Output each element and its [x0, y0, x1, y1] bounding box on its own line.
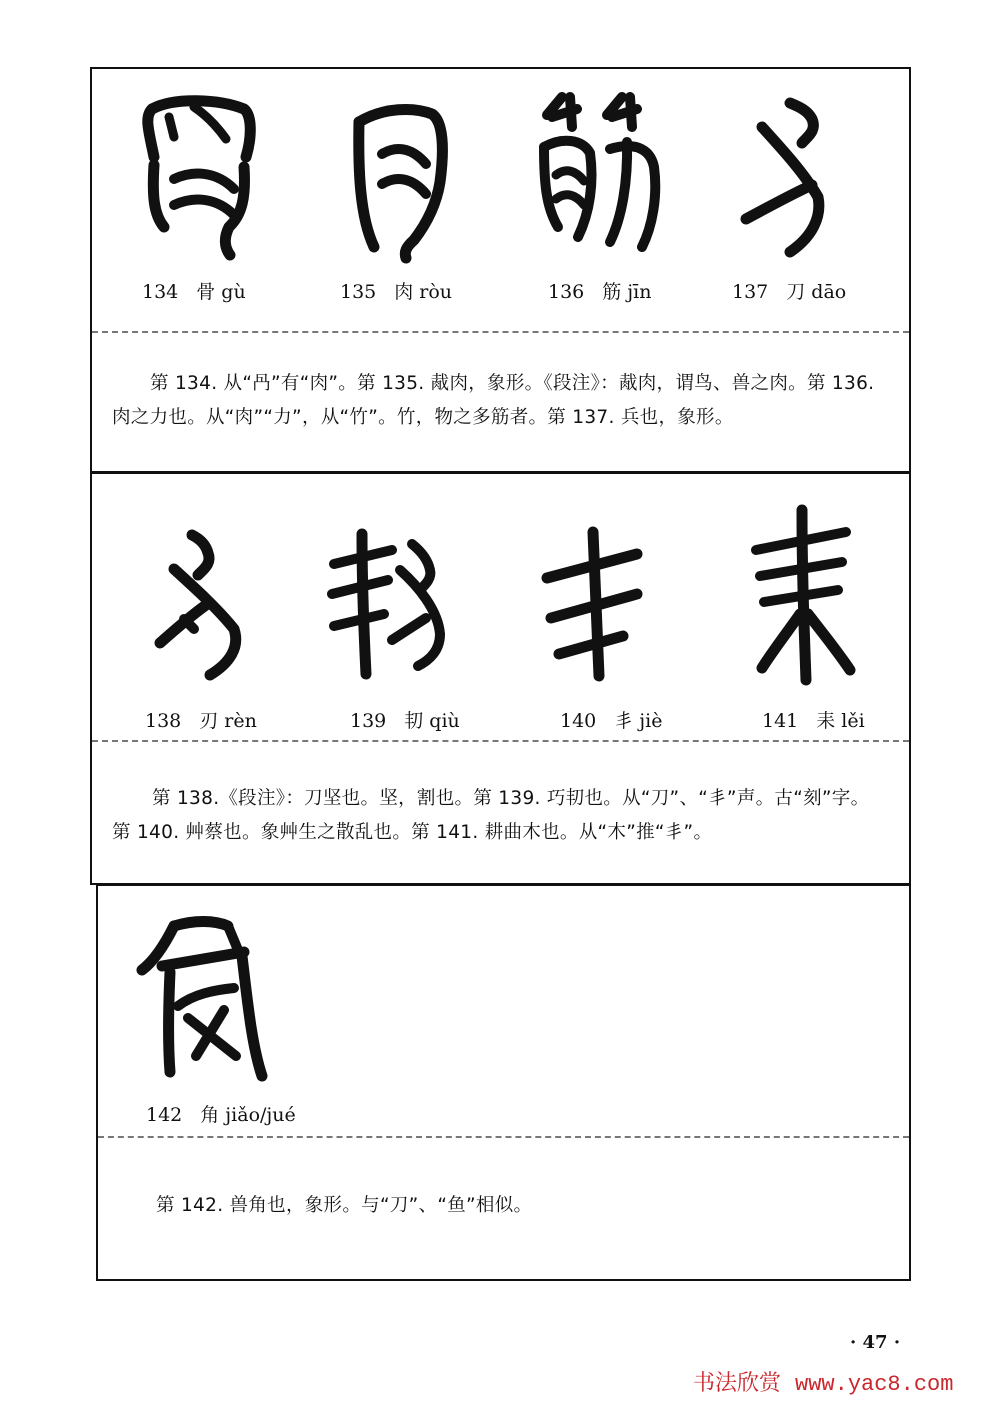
entry-number: 141: [762, 710, 799, 732]
entry-pinyin: qiù: [429, 710, 460, 732]
entry-pinyin: ròu: [419, 281, 453, 303]
dashed-divider: [98, 1136, 909, 1138]
annotation-text: [112, 782, 891, 850]
annotation-line: 第 134. 从“冎”有“肉”。第 135. 胾肉，象形。《段注》：胾肉，谓鸟、兽之肉。第 136.: [150, 373, 875, 394]
panel-138-141: [90, 472, 911, 885]
page-number: · 47 ·: [850, 1332, 901, 1353]
watermark-text: 书法欣赏: [693, 1371, 782, 1396]
entry-number: 134: [142, 281, 179, 303]
entry-number: 142: [146, 1104, 183, 1126]
entry-hanzi: 筋: [602, 281, 622, 303]
caption-137: [732, 277, 846, 304]
annotation-line: 第 142. 兽角也，象形。与“刀”、“鱼”相似。: [156, 1195, 533, 1216]
annotation-text: [118, 1189, 891, 1223]
panel-134-137: [90, 67, 911, 473]
watermark: [693, 1366, 953, 1397]
entry-pinyin: rèn: [224, 710, 257, 732]
seal-glyph-rou: [344, 92, 454, 262]
caption-135: [340, 277, 452, 304]
seal-glyph-row: [92, 87, 909, 257]
entry-pinyin: dāo: [811, 281, 847, 303]
caption-141: [762, 706, 865, 733]
seal-glyph-jin: [532, 87, 672, 257]
entry-hanzi: 角: [200, 1104, 220, 1126]
entry-number: 136: [548, 281, 585, 303]
entry-number: 137: [732, 281, 769, 303]
entry-hanzi: 耒: [816, 710, 836, 732]
caption-139: [350, 706, 460, 733]
panel-142: [96, 884, 911, 1281]
entry-pinyin: gù: [221, 281, 246, 303]
entry-hanzi: 刃: [199, 710, 219, 732]
entry-hanzi: 刀: [786, 281, 806, 303]
entry-pinyin: jiè: [639, 710, 663, 732]
entry-hanzi: 㓞: [404, 710, 424, 732]
seal-glyph-jiao: [134, 906, 269, 1081]
caption-142: [146, 1100, 296, 1127]
seal-glyph-dao: [732, 97, 842, 257]
caption-138: [145, 706, 257, 733]
entry-number: 140: [560, 710, 597, 732]
entry-pinyin: jiǎo/jué: [225, 1104, 296, 1126]
annotation-text: [112, 367, 891, 435]
seal-glyph-row: [92, 504, 909, 684]
caption-134: [142, 277, 246, 304]
seal-glyph-jie: [537, 524, 657, 679]
annotation-line: 第 140. 艸蔡也。象艸生之散乱也。第 141. 耕曲木也。从“木”推“丯”。: [112, 822, 713, 843]
dashed-divider: [92, 740, 909, 742]
entry-number: 139: [350, 710, 387, 732]
entry-pinyin: lěi: [841, 710, 865, 732]
annotation-line: 肉之力也。从“肉”“力”，从“竹”。竹，物之多筋者。第 137. 兵也，象形。: [112, 407, 734, 428]
seal-glyph-ren: [152, 529, 262, 679]
caption-140: [560, 706, 663, 733]
entry-hanzi: 骨: [196, 281, 216, 303]
seal-glyph-qiu: [322, 514, 462, 679]
entry-hanzi: 肉: [394, 281, 414, 303]
annotation-line: 第 138.《段注》：刀坚也。坚，割也。第 139. 巧㓞也。从“刀”、“丯”声。古“刻”字。: [152, 788, 870, 809]
seal-glyph-gu: [134, 87, 264, 257]
seal-glyph-lei: [742, 504, 867, 684]
entry-pinyin: jīn: [627, 281, 652, 303]
seal-glyph-row: [98, 906, 909, 1081]
entry-hanzi: 丯: [614, 710, 634, 732]
entry-number: 138: [145, 710, 182, 732]
entry-number: 135: [340, 281, 377, 303]
watermark-site: www.yac8.com: [795, 1372, 954, 1397]
dashed-divider: [92, 331, 909, 333]
caption-136: [548, 277, 652, 304]
